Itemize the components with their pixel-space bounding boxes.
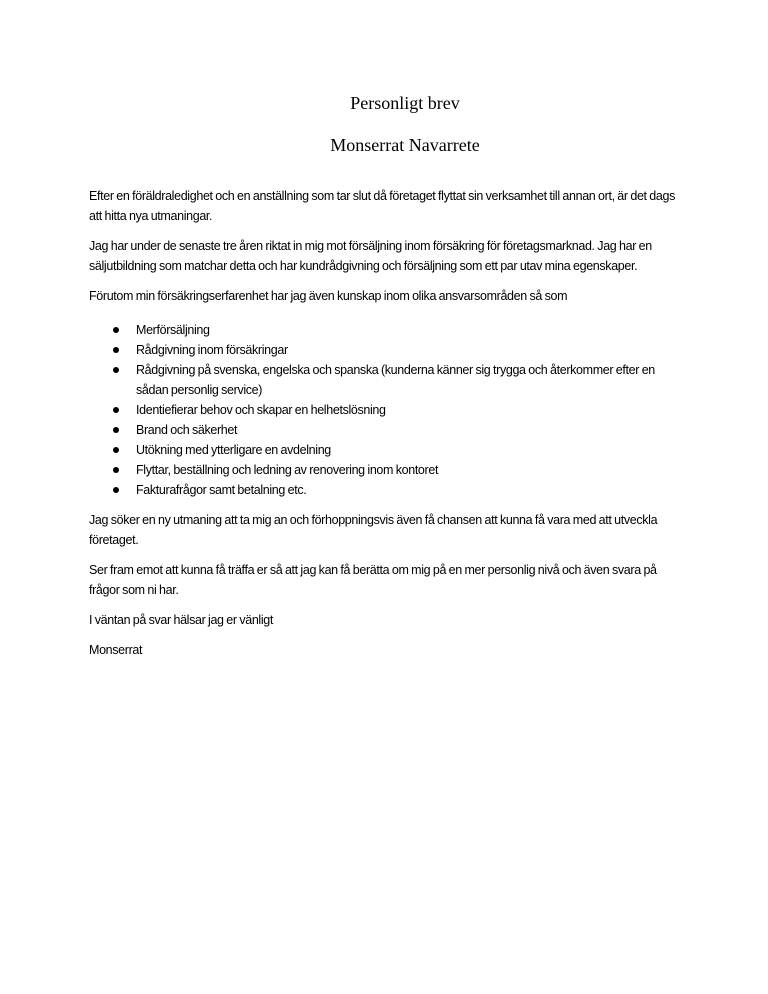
letter-body bbox=[89, 186, 687, 670]
list-item bbox=[89, 420, 687, 440]
list-item bbox=[89, 400, 687, 420]
paragraph-intro: Efter en föräldraledighet och en anställning som tar slut då företaget flyttat sin verksamhet till annan ort, är det dags att hitta nya utmaningar. bbox=[89, 189, 676, 223]
paragraph-experience: Jag har under de senaste tre åren riktat in mig mot försäljning inom försäkring för företagsmarknad. Jag har en säljutbildning som matchar detta och har kundrådgivning och försäljning som ett par utav mina egenskaper. bbox=[89, 239, 652, 273]
bullet-icon bbox=[113, 427, 119, 433]
list-item-text: Rådgivning på svenska, engelska och spanska (kunderna känner sig trygga och återkommer efter en sådan personlig service) bbox=[136, 363, 655, 397]
list-item bbox=[89, 440, 687, 460]
paragraph-meeting: Ser fram emot att kunna få träffa er så att jag kan få berätta om mig på en mer personlig nivå och även svara på frågor som ni har. bbox=[89, 563, 657, 597]
bullet-icon bbox=[113, 407, 119, 413]
letter-heading: Personligt brev bbox=[350, 93, 460, 113]
closing-line: I väntan på svar hälsar jag er vänligt bbox=[89, 613, 274, 627]
list-item bbox=[89, 360, 687, 400]
signature: Monserrat bbox=[89, 643, 143, 657]
bullet-icon bbox=[113, 347, 119, 353]
list-item-text: Brand och säkerhet bbox=[136, 423, 238, 437]
list-item bbox=[89, 480, 687, 500]
list-item-text: Identiefierar behov och skapar en helhetslösning bbox=[136, 403, 386, 417]
list-item bbox=[89, 340, 687, 360]
bullet-icon bbox=[113, 327, 119, 333]
list-item bbox=[89, 460, 687, 480]
bullet-icon bbox=[113, 367, 119, 373]
list-item-text: Utökning med ytterligare en avdelning bbox=[136, 443, 331, 457]
bullet-icon bbox=[113, 467, 119, 473]
author-name: Monserrat Navarrete bbox=[330, 135, 480, 155]
bullet-icon bbox=[113, 487, 119, 493]
skills-list bbox=[89, 320, 687, 500]
list-item-text: Rådgivning inom försäkringar bbox=[136, 343, 288, 357]
paragraph-seeking: Jag söker en ny utmaning att ta mig an och förhoppningsvis även få chansen att kunna få vara med att utveckla företaget. bbox=[89, 513, 658, 547]
bullet-icon bbox=[113, 447, 119, 453]
paragraph-skills-intro: Förutom min försäkringserfarenhet har jag även kunskap inom olika ansvarsområden så som bbox=[89, 289, 568, 303]
list-item-text: Fakturafrågor samt betalning etc. bbox=[136, 483, 307, 497]
list-item bbox=[89, 320, 687, 340]
list-item-text: Flyttar, beställning och ledning av renovering inom kontoret bbox=[136, 463, 439, 477]
list-item-text: Merförsäljning bbox=[136, 323, 210, 337]
